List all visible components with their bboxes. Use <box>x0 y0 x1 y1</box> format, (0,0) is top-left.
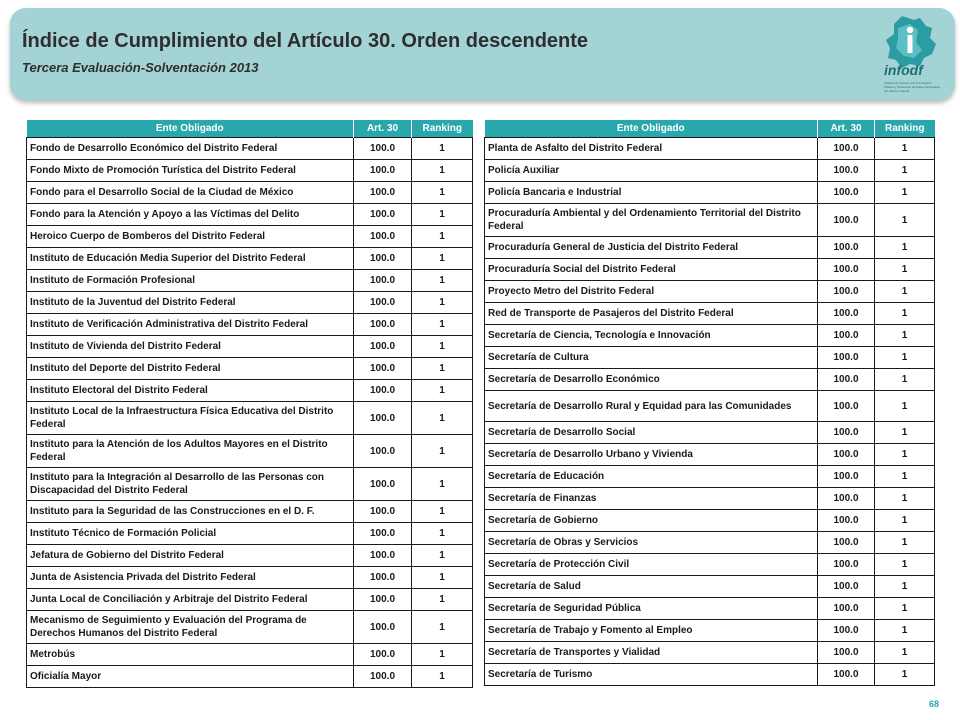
table-row <box>485 620 935 642</box>
cell-art30: 100.0 <box>818 281 875 303</box>
table-row <box>485 182 935 204</box>
cell-entity: Instituto Local de la Infraestructura Física Educativa del Distrito Federal <box>27 402 354 435</box>
right-compliance-table <box>484 120 935 686</box>
cell-entity: Instituto de Formación Profesional <box>27 270 354 292</box>
table-row <box>485 369 935 391</box>
cell-entity: Secretaría de Trabajo y Fomento al Empleo <box>485 620 818 642</box>
cell-art30: 100.0 <box>818 182 875 204</box>
cell-art30: 100.0 <box>818 444 875 466</box>
cell-art30: 100.0 <box>354 270 412 292</box>
cell-ranking: 1 <box>875 620 935 642</box>
table-row <box>27 336 473 358</box>
table-row <box>485 281 935 303</box>
table-row <box>27 644 473 666</box>
cell-ranking: 1 <box>412 358 473 380</box>
cell-entity: Heroico Cuerpo de Bomberos del Distrito Federal <box>27 226 354 248</box>
table-row <box>485 488 935 510</box>
cell-ranking: 1 <box>412 468 473 501</box>
table-row <box>27 248 473 270</box>
cell-entity: Secretaría de Protección Civil <box>485 554 818 576</box>
logo-wordmark: infodf <box>884 62 923 78</box>
cell-entity: Junta de Asistencia Privada del Distrito Federal <box>27 567 354 589</box>
cell-art30: 100.0 <box>354 182 412 204</box>
cell-entity: Instituto para la Seguridad de las Construcciones en el D. F. <box>27 501 354 523</box>
cell-ranking: 1 <box>412 380 473 402</box>
cell-ranking: 1 <box>875 664 935 686</box>
cell-art30: 100.0 <box>354 523 412 545</box>
table-row <box>485 532 935 554</box>
table-row <box>27 523 473 545</box>
table-row <box>485 391 935 422</box>
cell-ranking: 1 <box>412 666 473 688</box>
table-row <box>485 259 935 281</box>
cell-entity: Secretaría de Finanzas <box>485 488 818 510</box>
cell-ranking: 1 <box>412 292 473 314</box>
cell-art30: 100.0 <box>818 576 875 598</box>
table-header-row <box>485 120 935 138</box>
cell-ranking: 1 <box>875 281 935 303</box>
cell-art30: 100.0 <box>354 380 412 402</box>
cell-art30: 100.0 <box>354 358 412 380</box>
cell-ranking: 1 <box>875 422 935 444</box>
cell-art30: 100.0 <box>818 325 875 347</box>
page-number: 68 <box>929 699 940 709</box>
cell-entity: Secretaría de Desarrollo Urbano y Vivienda <box>485 444 818 466</box>
cell-ranking: 1 <box>875 325 935 347</box>
cell-entity: Secretaría de Desarrollo Social <box>485 422 818 444</box>
table-row <box>27 204 473 226</box>
cell-ranking: 1 <box>875 347 935 369</box>
cell-ranking: 1 <box>412 226 473 248</box>
cell-entity: Proyecto Metro del Distrito Federal <box>485 281 818 303</box>
cell-ranking: 1 <box>412 270 473 292</box>
cell-art30: 100.0 <box>354 435 412 468</box>
cell-ranking: 1 <box>875 598 935 620</box>
cell-art30: 100.0 <box>354 666 412 688</box>
table-row <box>485 444 935 466</box>
cell-ranking: 1 <box>412 402 473 435</box>
cell-art30: 100.0 <box>354 501 412 523</box>
cell-art30: 100.0 <box>818 532 875 554</box>
cell-art30: 100.0 <box>818 347 875 369</box>
cell-art30: 100.0 <box>354 567 412 589</box>
cell-art30: 100.0 <box>354 292 412 314</box>
cell-entity: Fondo para el Desarrollo Social de la Ciudad de México <box>27 182 354 204</box>
cell-ranking: 1 <box>875 369 935 391</box>
table-row <box>27 314 473 336</box>
cell-entity: Secretaría de Gobierno <box>485 510 818 532</box>
table-row <box>27 160 473 182</box>
cell-ranking: 1 <box>412 204 473 226</box>
table-row <box>27 380 473 402</box>
cell-ranking: 1 <box>412 611 473 644</box>
table-row <box>485 554 935 576</box>
cell-entity: Oficialía Mayor <box>27 666 354 688</box>
cell-ranking: 1 <box>412 644 473 666</box>
cell-ranking: 1 <box>412 160 473 182</box>
cell-entity: Red de Transporte de Pasajeros del Distrito Federal <box>485 303 818 325</box>
cell-art30: 100.0 <box>818 391 875 422</box>
cell-ranking: 1 <box>875 554 935 576</box>
table-row <box>27 611 473 644</box>
cell-art30: 100.0 <box>354 314 412 336</box>
cell-ranking: 1 <box>412 435 473 468</box>
cell-ranking: 1 <box>875 642 935 664</box>
cell-art30: 100.0 <box>354 248 412 270</box>
cell-ranking: 1 <box>412 314 473 336</box>
cell-art30: 100.0 <box>354 545 412 567</box>
cell-entity: Fondo Mixto de Promoción Turística del Distrito Federal <box>27 160 354 182</box>
cell-art30: 100.0 <box>818 554 875 576</box>
table-row <box>485 303 935 325</box>
cell-art30: 100.0 <box>354 468 412 501</box>
column-header-art30: Art. 30 <box>818 120 875 138</box>
cell-ranking: 1 <box>875 138 935 160</box>
cell-art30: 100.0 <box>818 303 875 325</box>
table-row <box>485 598 935 620</box>
left-compliance-table <box>26 120 473 688</box>
table-row <box>485 510 935 532</box>
table-row <box>27 270 473 292</box>
column-header-art30: Art. 30 <box>354 120 412 138</box>
cell-ranking: 1 <box>875 466 935 488</box>
cell-ranking: 1 <box>875 576 935 598</box>
cell-ranking: 1 <box>412 182 473 204</box>
cell-art30: 100.0 <box>818 620 875 642</box>
cell-ranking: 1 <box>875 444 935 466</box>
cell-art30: 100.0 <box>354 589 412 611</box>
cell-art30: 100.0 <box>818 237 875 259</box>
cell-entity: Secretaría de Ciencia, Tecnología e Innovación <box>485 325 818 347</box>
column-header-entity: Ente Obligado <box>485 120 818 138</box>
cell-ranking: 1 <box>412 589 473 611</box>
cell-entity: Secretaría de Salud <box>485 576 818 598</box>
left-table-body <box>27 138 473 688</box>
cell-entity: Procuraduría General de Justicia del Distrito Federal <box>485 237 818 259</box>
logo-caption: Instituto de Acceso a la Información Pública y Protección de Datos Personales del Distrito Federal <box>884 81 940 93</box>
cell-ranking: 1 <box>875 160 935 182</box>
cell-entity: Instituto del Deporte del Distrito Federal <box>27 358 354 380</box>
cell-ranking: 1 <box>412 545 473 567</box>
cell-art30: 100.0 <box>818 204 875 237</box>
page-title: Índice de Cumplimiento del Artículo 30. Orden descendente <box>22 30 589 52</box>
table-row <box>485 576 935 598</box>
cell-entity: Instituto Técnico de Formación Policial <box>27 523 354 545</box>
cell-entity: Mecanismo de Seguimiento y Evaluación del Programa de Derechos Humanos del Distrito Federal <box>27 611 354 644</box>
cell-entity: Secretaría de Turismo <box>485 664 818 686</box>
cell-entity: Metrobús <box>27 644 354 666</box>
column-header-ranking: Ranking <box>412 120 473 138</box>
cell-entity: Secretaría de Cultura <box>485 347 818 369</box>
cell-ranking: 1 <box>412 138 473 160</box>
cell-entity: Procuraduría Ambiental y del Ordenamiento Territorial del Distrito Federal <box>485 204 818 237</box>
cell-ranking: 1 <box>875 303 935 325</box>
cell-art30: 100.0 <box>354 402 412 435</box>
column-header-entity: Ente Obligado <box>27 120 354 138</box>
cell-ranking: 1 <box>412 523 473 545</box>
cell-entity: Policía Bancaria e Industrial <box>485 182 818 204</box>
table-row <box>27 138 473 160</box>
cell-entity: Secretaría de Educación <box>485 466 818 488</box>
table-row <box>27 402 473 435</box>
cell-entity: Instituto Electoral del Distrito Federal <box>27 380 354 402</box>
cell-art30: 100.0 <box>818 642 875 664</box>
cell-art30: 100.0 <box>354 138 412 160</box>
cell-art30: 100.0 <box>354 336 412 358</box>
table-row <box>27 182 473 204</box>
cell-art30: 100.0 <box>818 466 875 488</box>
table-row <box>27 501 473 523</box>
table-row <box>27 567 473 589</box>
cell-art30: 100.0 <box>818 369 875 391</box>
cell-art30: 100.0 <box>354 226 412 248</box>
cell-entity: Instituto para la Integración al Desarrollo de las Personas con Discapacidad del Distrito Federal <box>27 468 354 501</box>
table-row <box>485 422 935 444</box>
table-row <box>485 664 935 686</box>
cell-ranking: 1 <box>875 182 935 204</box>
title-banner <box>10 8 955 100</box>
table-row <box>485 237 935 259</box>
cell-art30: 100.0 <box>818 598 875 620</box>
cell-entity: Instituto para la Atención de los Adultos Mayores en el Distrito Federal <box>27 435 354 468</box>
table-row <box>27 468 473 501</box>
cell-entity: Secretaría de Obras y Servicios <box>485 532 818 554</box>
cell-art30: 100.0 <box>354 644 412 666</box>
cell-ranking: 1 <box>412 248 473 270</box>
cell-art30: 100.0 <box>354 160 412 182</box>
cell-entity: Fondo para la Atención y Apoyo a las Víctimas del Delito <box>27 204 354 226</box>
cell-ranking: 1 <box>875 532 935 554</box>
table-row <box>485 466 935 488</box>
cell-entity: Junta Local de Conciliación y Arbitraje del Distrito Federal <box>27 589 354 611</box>
cell-ranking: 1 <box>875 391 935 422</box>
cell-entity: Instituto de Educación Media Superior del Distrito Federal <box>27 248 354 270</box>
cell-ranking: 1 <box>875 204 935 237</box>
cell-ranking: 1 <box>412 336 473 358</box>
table-row <box>485 204 935 237</box>
cell-art30: 100.0 <box>354 204 412 226</box>
table-row <box>485 347 935 369</box>
cell-entity: Secretaría de Desarrollo Económico <box>485 369 818 391</box>
table-row <box>485 642 935 664</box>
table-row <box>485 325 935 347</box>
cell-ranking: 1 <box>412 501 473 523</box>
cell-ranking: 1 <box>875 510 935 532</box>
table-row <box>27 358 473 380</box>
table-header-row <box>27 120 473 138</box>
cell-ranking: 1 <box>875 237 935 259</box>
cell-entity: Secretaría de Seguridad Pública <box>485 598 818 620</box>
right-table-body <box>485 138 935 686</box>
cell-art30: 100.0 <box>818 488 875 510</box>
cell-ranking: 1 <box>412 567 473 589</box>
table-row <box>485 138 935 160</box>
cell-art30: 100.0 <box>818 422 875 444</box>
cell-entity: Instituto de Verificación Administrativa del Distrito Federal <box>27 314 354 336</box>
cell-entity: Secretaría de Transportes y Vialidad <box>485 642 818 664</box>
cell-art30: 100.0 <box>818 138 875 160</box>
cell-entity: Procuraduría Social del Distrito Federal <box>485 259 818 281</box>
cell-entity: Secretaría de Desarrollo Rural y Equidad para las Comunidades <box>485 391 818 422</box>
page-subtitle: Tercera Evaluación-Solventación 2013 <box>22 60 259 75</box>
cell-art30: 100.0 <box>818 664 875 686</box>
cell-art30: 100.0 <box>818 160 875 182</box>
table-row <box>27 666 473 688</box>
table-row <box>485 160 935 182</box>
cell-art30: 100.0 <box>818 259 875 281</box>
column-header-ranking: Ranking <box>875 120 935 138</box>
cell-ranking: 1 <box>875 259 935 281</box>
cell-art30: 100.0 <box>354 611 412 644</box>
table-row <box>27 435 473 468</box>
cell-entity: Instituto de la Juventud del Distrito Federal <box>27 292 354 314</box>
cell-entity: Instituto de Vivienda del Distrito Federal <box>27 336 354 358</box>
table-row <box>27 292 473 314</box>
cell-entity: Fondo de Desarrollo Económico del Distrito Federal <box>27 138 354 160</box>
table-row <box>27 545 473 567</box>
cell-ranking: 1 <box>875 488 935 510</box>
cell-entity: Planta de Asfalto del Distrito Federal <box>485 138 818 160</box>
cell-art30: 100.0 <box>818 510 875 532</box>
cell-entity: Policía Auxiliar <box>485 160 818 182</box>
cell-entity: Jefatura de Gobierno del Distrito Federal <box>27 545 354 567</box>
table-row <box>27 589 473 611</box>
table-row <box>27 226 473 248</box>
